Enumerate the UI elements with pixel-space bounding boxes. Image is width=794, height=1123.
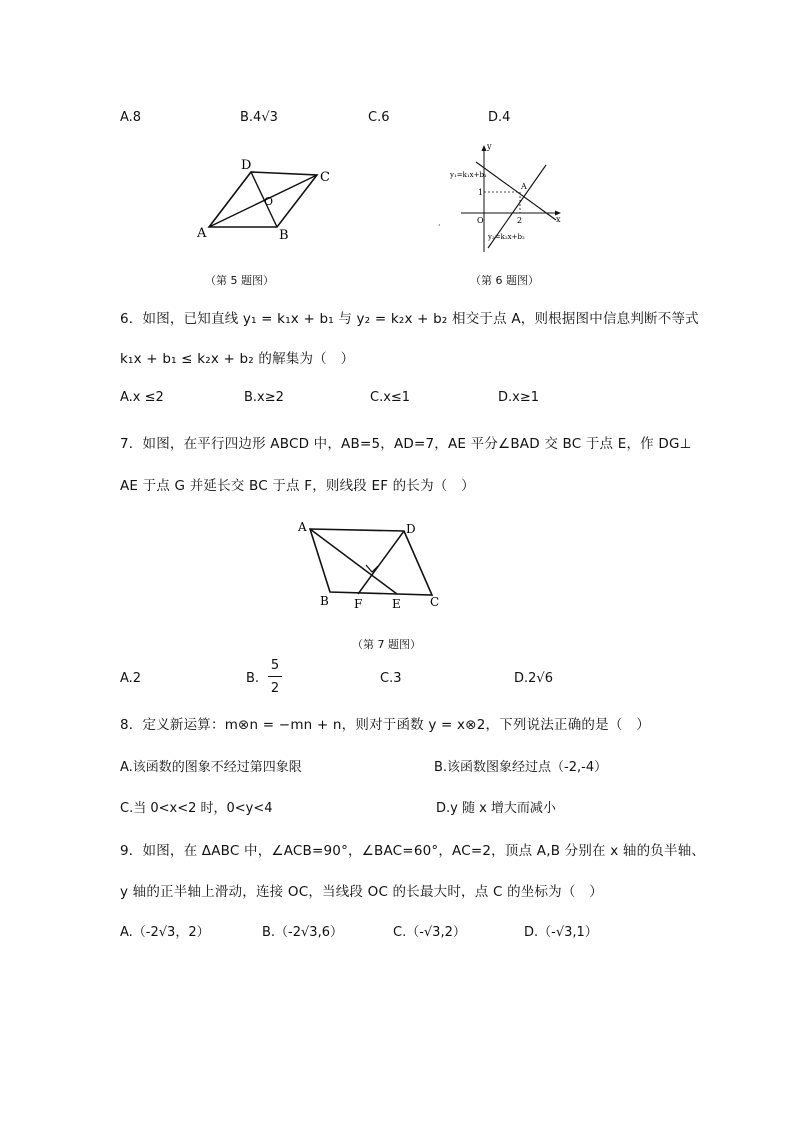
q6-point-a: A: [521, 182, 527, 191]
q5-label-b: B: [279, 228, 289, 243]
q7-label-b: B: [320, 594, 329, 608]
q7-option-d: D.2√6: [514, 671, 553, 686]
q9-stem-line1: 9．如图，在 ΔABC 中，∠ACB=90°，∠BAC=60°，AC=2，顶点 A,B 分别在 x 轴的负半轴、: [120, 843, 706, 859]
q6-figure: [436, 140, 566, 255]
q7-option-b: B.: [246, 671, 260, 686]
q8-option-b: B.该函数图象经过点（-2,-4）: [434, 760, 608, 775]
q6-tick-1: 1: [478, 188, 484, 197]
q5-option-c: C.6: [368, 110, 390, 125]
q6-y-axis-label: y: [487, 142, 492, 151]
q5-label-c: C: [320, 170, 330, 185]
q7-label-a: A: [298, 520, 307, 534]
q6-stem-line2: k₁x + b₁ ≤ k₂x + b₂ 的解集为（ ）: [120, 351, 355, 367]
q6-x-axis-label: x: [556, 215, 561, 224]
q7-stem-line2: AE 于点 G 并延长交 BC 于点 F，则线段 EF 的长为（ ）: [120, 478, 475, 494]
q8-stem: 8．定义新运算：m⊗n = −mn + n，则对于函数 y = x⊗2，下列说法正确的是（ ）: [120, 717, 650, 733]
q8-option-c: C.当 0<x<2 时，0<y<4: [120, 801, 273, 816]
q6-origin-label: O: [477, 216, 484, 225]
q6-caption: （第 6 题图）: [470, 274, 539, 287]
q7-caption: （第 7 题图）: [352, 638, 421, 651]
q9-option-b: B.（-2√3,6）: [262, 925, 343, 940]
q7-figure: [292, 515, 447, 615]
q7-label-f: F: [354, 597, 363, 611]
q7-option-b-fraction-bar: [268, 676, 282, 677]
q6-option-a: A.x ≤2: [120, 390, 164, 405]
q7-label-e: E: [392, 597, 401, 611]
q6-line1-label: y₁=k₁x+b₁: [450, 171, 487, 179]
q6-option-c: C.x≤1: [370, 390, 411, 405]
q5-caption: （第 5 题图）: [205, 274, 274, 287]
q9-option-c: C.（-√3,2）: [393, 925, 466, 940]
q7-stem-line1: 7．如图，在平行四边形 ABCD 中，AB=5，AD=7，AE 平分∠BAD 交 BC 于点 E，作 DG⊥: [120, 436, 692, 452]
q7-option-a: A.2: [120, 671, 142, 686]
q5-label-d: D: [241, 158, 252, 173]
q7-option-c: C.3: [380, 671, 402, 686]
q7-label-c: C: [430, 595, 440, 609]
q5-option-d: D.4: [488, 110, 511, 125]
q9-option-d: D.（-√3,1）: [524, 925, 598, 940]
q6-option-d: D.x≥1: [498, 390, 539, 405]
q5-option-a: A.8: [120, 110, 142, 125]
q9-option-a: A.（-2√3，2）: [120, 925, 210, 940]
q5-label-a: A: [197, 226, 207, 241]
q5-figure: [195, 155, 335, 245]
q9-stem-line2: y 轴的正半轴上滑动，连接 OC，当线段 OC 的长最大时，点 C 的坐标为（ ）: [120, 884, 603, 900]
q6-line2-label: y₂=k₂x+b₂: [488, 233, 525, 241]
q6-option-b: B.x≥2: [244, 390, 284, 405]
q8-option-d: D.y 随 x 增大而减小: [436, 801, 556, 816]
q7-label-d: D: [406, 522, 416, 536]
q7-option-b-numerator: 5: [270, 658, 280, 673]
q8-option-a: A.该函数的图象不经过第四象限: [120, 760, 302, 775]
q5-label-o: O: [264, 195, 274, 208]
q6-tick-2: 2: [517, 216, 523, 225]
q5-option-b: B.4√3: [240, 110, 278, 125]
q6-stem-line1: 6．如图，已知直线 y₁ = k₁x + b₁ 与 y₂ = k₂x + b₂ 相交于点 A，则根据图中信息判断不等式: [120, 311, 699, 327]
svg-text:·: ·: [438, 221, 441, 230]
q7-option-b-denominator: 2: [270, 681, 280, 696]
